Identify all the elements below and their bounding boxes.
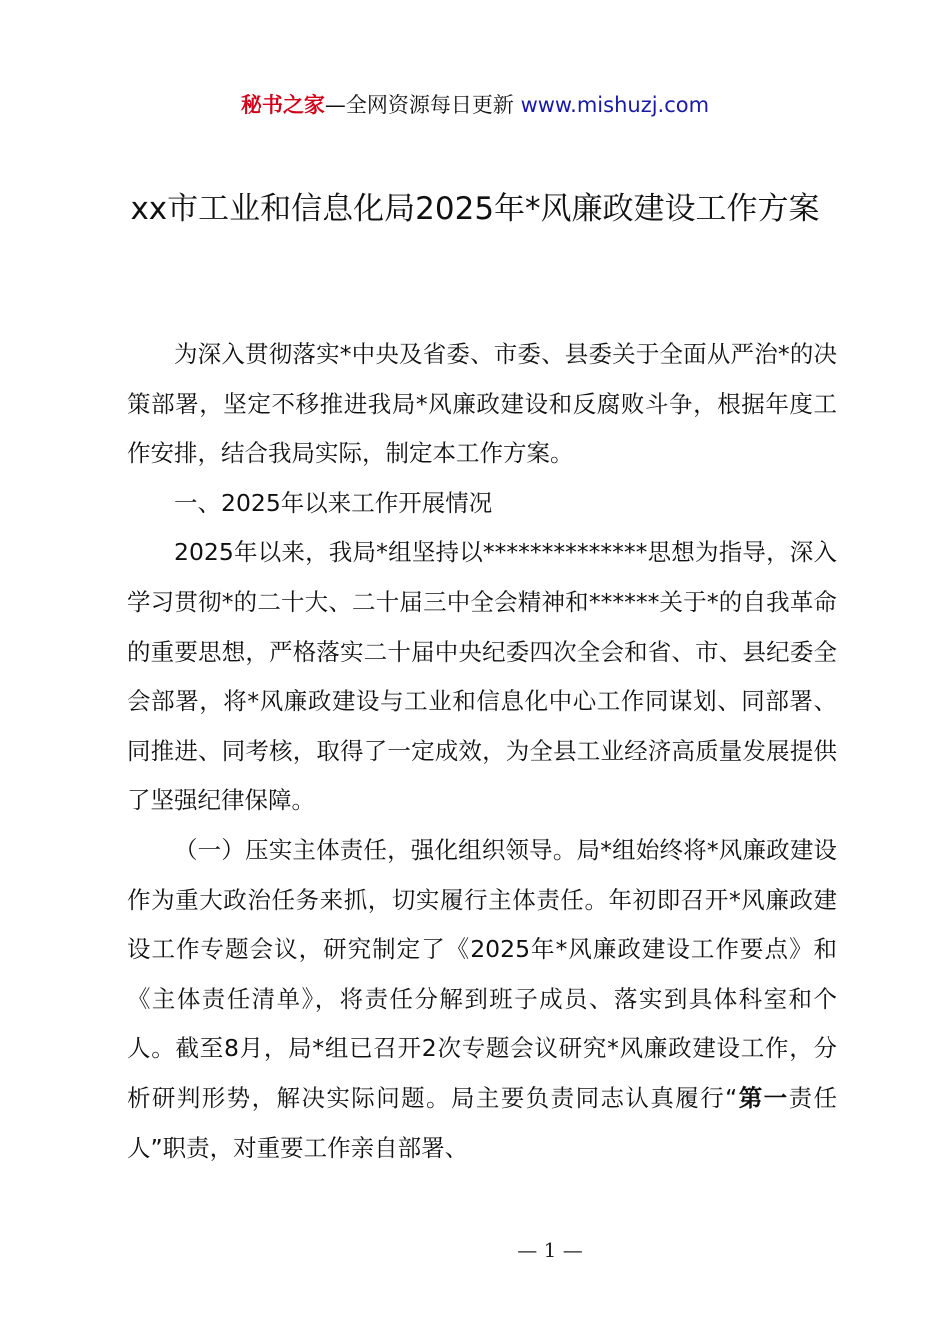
- subsection-1-text-start: （一）压实主体责任，强化组织领导。局*组始终将*风廉政建设作为重大政治任务来抓，切实履行主体责任。年初即召开*风廉政建设工作专题会议，研究制定了《2025年*风廉政建设工作要点》和《主体责任清单》，将责任分解到班子成员、落实到具体科室和个人。截至8月，局*组已召开2次专题会议研究*风廉政建设工作，分析研判形势，解决实际问题。局主要负责同志认真履行“: [127, 835, 837, 1112]
- site-header: [0, 88, 950, 122]
- section-1-paragraph: 2025年以来，我局*组坚持以**************思想为指导，深入学习贯彻*的二十大、二十届三中全会精神和******关于*的自我革命的重要思想，严格落实二十届中央纪委四次全会和省、市、县纪委全会部署，将*风廉政建设与工业和信息化中心工作同谋划、同部署、同推进、同考核，取得了一定成效，为全县工业经济高质量发展提供了坚强纪律保障。: [127, 538, 837, 815]
- subsection-1-paragraph: [127, 826, 837, 1173]
- document-title: xx市工业和信息化局2025年*风廉政建设工作方案: [130, 191, 820, 227]
- header-tagline: —全网资源每日更新: [324, 93, 521, 117]
- subsection-1-text-end: 责任人”职责，对重要工作亲自部署、: [127, 1083, 837, 1162]
- brand-name: 秘书之家: [240, 93, 325, 117]
- section-heading-1: 一、2025年以来工作开展情况: [174, 488, 493, 517]
- intro-paragraph: 为深入贯彻落实*中央及省委、市委、县委关于全面从严治*的决策部署，坚定不移推进我局*风廉政建设和反腐败斗争，根据年度工作安排，结合我局实际，制定本工作方案。: [127, 340, 837, 468]
- subsection-1-bold-text: 第一: [737, 1083, 789, 1112]
- page-number: — 1 —: [517, 1238, 583, 1262]
- document-body: [127, 330, 837, 1173]
- site-url-link[interactable]: www.mishuzj.com: [520, 93, 710, 117]
